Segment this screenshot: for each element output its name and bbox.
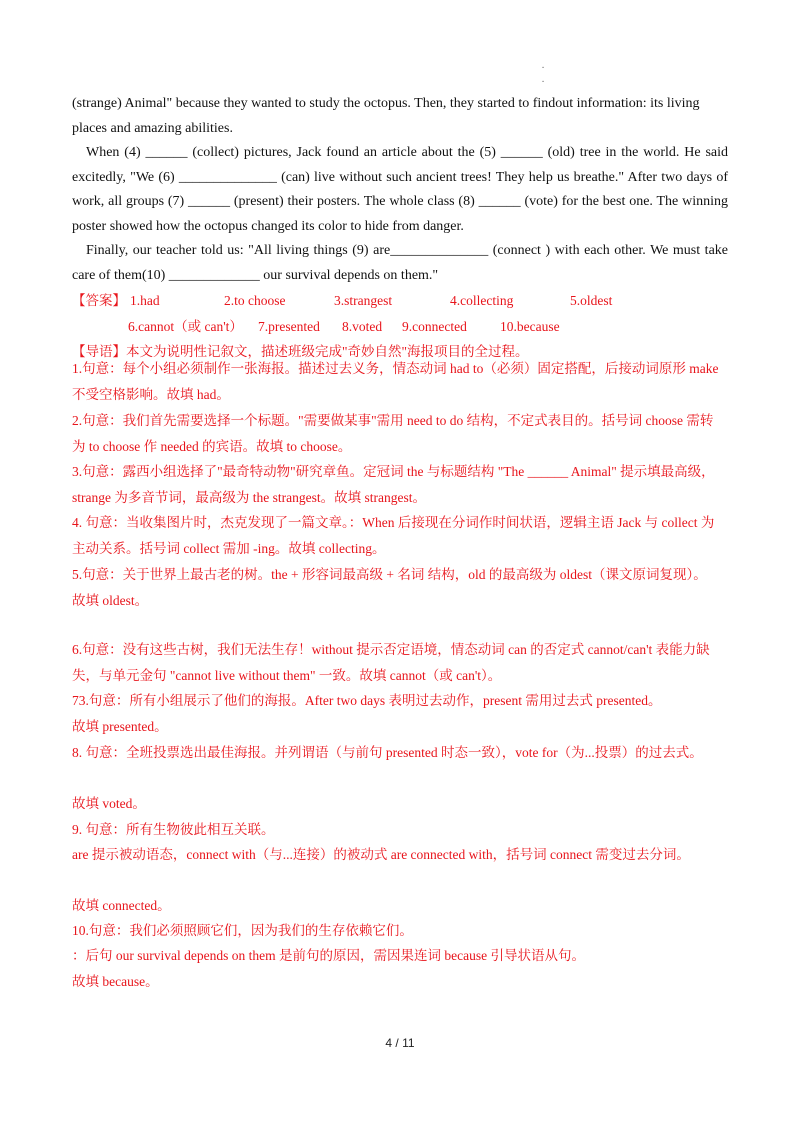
explanation-4: 4. 句意：当收集图片时，杰克发现了一篇文章。：When 后接现在分词作时间状语，逻辑主语 Jack 与 collect 为主动关系。括号词 collect 需加 -ing。故填 collecting。 [72,515,715,556]
answer-item: 10.because [500,319,560,334]
explanation-9-conclusion: 故填 connected。 [72,898,171,913]
answer-item: 1.had [130,293,160,308]
explanation-9-meaning: 9. 句意：所有生物彼此相互关联。 [72,822,275,837]
page-number: 4 / 11 [385,1036,415,1050]
explanation-10-conclusion: 故填 because。 [72,974,159,989]
passage-paragraph-1 [72,92,728,141]
answer-item: 4.collecting [450,293,514,308]
explanation-10: ：后句 our survival depends on them 是前句的原因，需因果连词 because 引导状语从句。 [72,948,585,963]
answer-label: 【答案】 [72,293,126,308]
explanation-2: 2.句意：我们首先需要选择一个标题。"需要做某事"需用 need to do 结构，不定式表目的。括号词 choose 需转为 to choose 作 needed 的宾语。故填 to choose。 [72,413,714,454]
answer-item: 7.presented [258,319,320,334]
answer-item: 6.cannot（或 can't） [128,319,243,334]
answer-item: 8.voted [342,319,383,334]
answer-item: 5.oldest [570,293,613,308]
explanation-7-conclusion: 故填 presented。 [72,719,168,734]
explanation-3: 3.句意：露西小组选择了"最奇特动物"研究章鱼。定冠词 the 与标题结构 "The ______ Animal" 提示填最高级，strange 为多音节词，最高级为 the strangest。故填 strangest。 [72,464,715,505]
explanation-1: 1.句意：每个小组必须制作一张海报。描述过去义务，情态动词 had to（必须）固定搭配，后接动词原形 make 不受空格影响。故填 had。 [72,361,719,402]
passage-paragraph-3: Finally, our teacher told us: "All living things (9) are______________ (connect ) with each other. We must take care of them(10) _____________ our survival depends on them." [72,243,728,283]
answer-item: 2.to choose [224,293,286,308]
explanation-8: 8. 句意：全班投票选出最佳海报。并列谓语（与前句 presented 时态一致），vote for（为...投票）的过去式。 [72,745,703,760]
answer-block [72,288,732,340]
explanation-9: are 提示被动语态，connect with（与...连接）的被动式 are connected with，括号词 connect 需变过去分词。 [72,847,690,862]
explanation-5: 5.句意：关于世界上最古老的树。the + 形容词最高级 + 名词 结构，old 的最高级为 oldest（课文原词复现）。故填 oldest。 [72,567,707,608]
explanation-7: 73.句意：所有小组展示了他们的海报。After two days 表明过去动作，present 需用过去式 presented。 [72,693,662,708]
margin-dots: · · [541,63,545,88]
passage-line: (strange) Animal" because they wanted to study the octopus. Then, they started to findout information: its living [72,96,700,111]
passage-line: places and amazing abilities. [72,120,233,136]
explanation-6: 6.句意：没有这些古树，我们无法生存！without 提示否定语境，情态动词 can 的否定式 cannot/can't 表能力缺失，与单元金句 "cannot live without them" 一致。故填 cannot（或 can't）。 [72,642,710,683]
guide-text: 【导语】本文为说明性记叙文，描述班级完成"奇妙自然"海报项目的全过程。 [72,344,529,359]
passage-paragraph-2: When (4) ______ (collect) pictures, Jack found an article about the (5) ______ (old) tree in the world. He said excitedly, "We (6) ______________ (can) live without such ancient trees! They help us breathe." After two days of work, all groups (7) ______ (present) their posters. The whole class (8) ______ (vote) for the best one. The winning poster showed how the octopus changed its color to hide from danger. [72,145,728,234]
answer-item: 9.connected [402,319,467,334]
explanation-8-conclusion: 故填 voted。 [72,796,146,811]
explanation-10-meaning: 10.句意：我们必须照顾它们，因为我们的生存依赖它们。 [72,923,413,938]
answer-item: 3.strangest [334,293,393,308]
